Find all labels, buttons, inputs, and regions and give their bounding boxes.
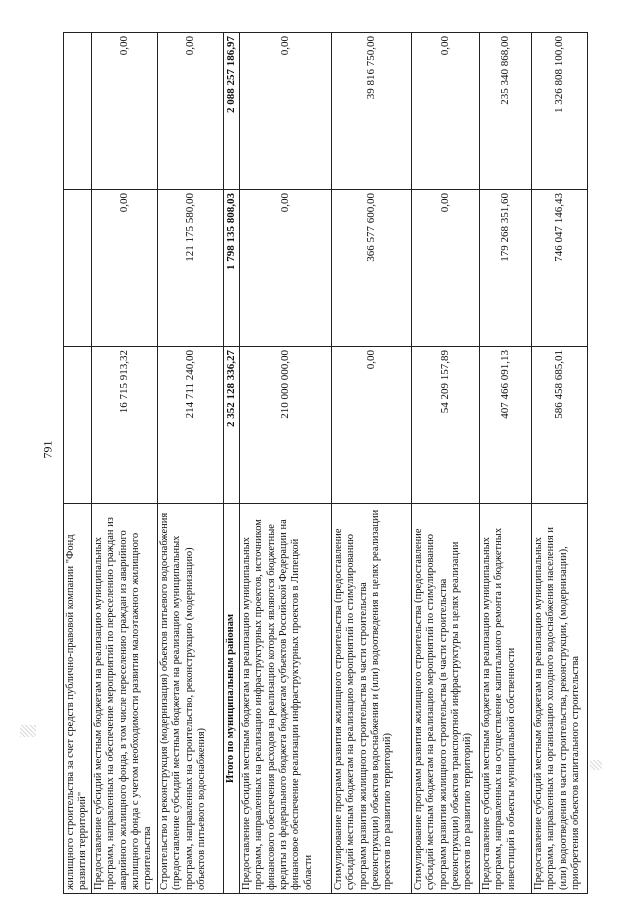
amount-cell-3: 0,00 [239, 33, 331, 190]
amount-cell-3: 0,00 [91, 33, 157, 190]
row-description: Предоставление субсидий местным бюджетам на реализацию муниципальных программ, направленных на реализацию инфраструктурных проектов, источником финансового обеспечения расходов на реализацию которых являются бюджетные кредиты из федерального бюджета бюджетам субъектов Российской Федерации на финансовое обеспечение реализации инфраструктурных проектов в Липецкой области [239, 504, 331, 894]
amount-cell-1: 214 711 240,00 [157, 347, 223, 504]
amount-cell-1: 2 352 128 336,27 [223, 347, 239, 504]
table-row [531, 33, 587, 894]
amount-cell-1: 210 000 000,00 [239, 347, 331, 504]
table-row [91, 33, 157, 894]
page-number: 791 [40, 440, 55, 459]
row-description: Стимулирование программ развития жилищного строительства (предоставление субсидий местным бюджетам на реализацию мероприятий по стимулированию программ развития жилищного строительства в части строительства (реконструкции) объектов водоснабжения и (или) водоотведения в целях реализации проектов по развитию территорий) [331, 504, 411, 894]
amount-cell-2 [64, 190, 92, 347]
amount-cell-2: 0,00 [411, 190, 479, 347]
table-row [411, 33, 479, 894]
amount-cell-1 [64, 347, 92, 504]
amount-cell-1: 0,00 [331, 347, 411, 504]
row-description: Предоставление субсидий местным бюджетам на реализацию муниципальных программ, направленных на обеспечение мероприятий по переселению граждан из аварийного жилищного фонда, в том числе переселению граждан из аварийного жилищного фонда с учетом необходимости развития малоэтажного жилищного строительства [91, 504, 157, 894]
budget-table [63, 32, 588, 894]
amount-cell-2: 1 798 135 808,03 [223, 190, 239, 347]
table-row [157, 33, 223, 894]
amount-cell-2: 0,00 [91, 190, 157, 347]
amount-cell-3: 0,00 [411, 33, 479, 190]
amount-cell-1: 54 209 157,89 [411, 347, 479, 504]
rotated-table-wrapper [63, 32, 588, 894]
amount-cell-1: 586 458 685,01 [531, 347, 587, 504]
row-description: Предоставление субсидий местным бюджетам на реализацию муниципальных программ, направленных на организацию холодного водоснабжения населения и (или) водоотведения в части строительства, реконструкции, (модернизации), приобретения объектов капитального строительства [531, 504, 587, 894]
table-row [331, 33, 411, 894]
table-body [64, 33, 588, 894]
amount-cell-3 [64, 33, 92, 190]
amount-cell-2: 366 577 600,00 [331, 190, 411, 347]
table-row [239, 33, 331, 894]
amount-cell-3: 0,00 [157, 33, 223, 190]
row-description: жилищного строительства за счет средств публично-правовой компании "Фонд развития территорий" [64, 504, 92, 894]
row-description: Строительство и реконструкция (модернизация) объектов питьевого водоснабжения (предоставление субсидий местным бюджетам на реализацию муниципальных программ, направленных на строительство, реконструкцию (модернизацию) объектов питьевого водоснабжения) [157, 504, 223, 894]
amount-cell-3: 235 340 868,00 [479, 33, 531, 190]
scan-artifact [20, 725, 36, 737]
amount-cell-2: 746 047 146,43 [531, 190, 587, 347]
total-row [223, 33, 239, 894]
table-row [479, 33, 531, 894]
row-description: Итого по муниципальным районам [223, 504, 239, 894]
amount-cell-3: 1 326 808 100,00 [531, 33, 587, 190]
amount-cell-2: 0,00 [239, 190, 331, 347]
amount-cell-2: 179 268 351,60 [479, 190, 531, 347]
amount-cell-1: 16 715 913,32 [91, 347, 157, 504]
row-description: Стимулирование программ развития жилищного строительства (предоставление субсидий местным бюджетам на реализацию мероприятий по стимулированию программ развития жилищного строительства (в части строительства (реконструкции) объектов транспортной инфраструктуры в целях реализации проектов по развитию территорий) [411, 504, 479, 894]
scan-artifact [590, 760, 602, 770]
amount-cell-2: 121 175 580,00 [157, 190, 223, 347]
row-description: Предоставление субсидий местным бюджетам на реализацию муниципальных программ, направленных на осуществление капитального ремонта и бюджетных инвестиций в объекты муниципальной собственности [479, 504, 531, 894]
amount-cell-1: 407 466 091,13 [479, 347, 531, 504]
amount-cell-3: 2 088 257 186,97 [223, 33, 239, 190]
table-row [64, 33, 92, 894]
amount-cell-3: 39 816 750,00 [331, 33, 411, 190]
